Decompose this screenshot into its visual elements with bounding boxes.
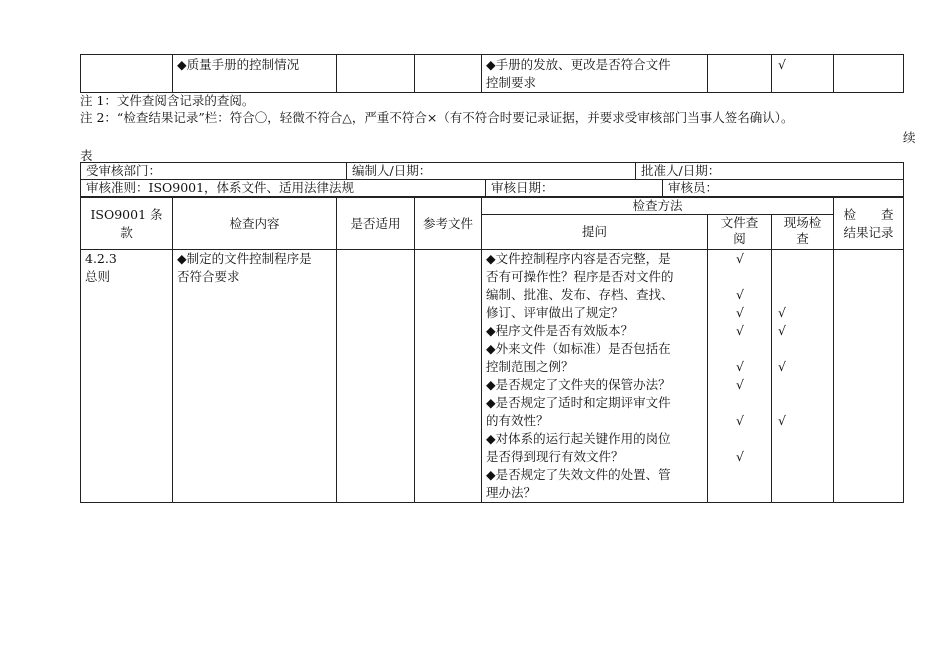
question-line: 修订、评审做出了规定？	[486, 305, 624, 320]
question-line: 控制要求	[486, 75, 537, 90]
reference-cell	[415, 55, 482, 93]
question-line: 是否得到现行有效文件？	[486, 449, 624, 464]
applicable-header: 是否适用	[337, 198, 415, 250]
question-line: 理办法？	[486, 485, 537, 500]
continued-label-2: 表	[80, 148, 93, 163]
content-line: 否符合要求	[177, 269, 240, 284]
reference-cell	[415, 250, 482, 503]
question-cell	[482, 250, 708, 503]
field-check-cell	[772, 250, 834, 503]
check-mark	[778, 466, 829, 484]
field-check-header-line: 现场检	[783, 215, 822, 230]
criteria-field: 审核准则：ISO9001，体系文件、适用法律法规	[81, 180, 486, 197]
check-mark: √	[736, 305, 744, 320]
doc-review-header	[708, 215, 772, 250]
check-mark: √	[778, 305, 786, 320]
check-mark	[736, 466, 767, 484]
check-mark: √	[736, 359, 744, 374]
dept-field: 受审核部门：	[81, 163, 347, 180]
question-line: ◆文件控制程序内容是否完整，是	[486, 251, 671, 266]
doc-review-header-line: 阅	[733, 231, 746, 246]
content-header: 检查内容	[173, 198, 337, 250]
note-2: 注 2：“检查结果记录”栏：符合〇，轻微不符合△，严重不符合×（有不符合时要记录证据，并要求受审核部门当事人签名确认）。	[80, 110, 794, 125]
check-mark	[736, 484, 767, 502]
clause-cell	[81, 250, 173, 503]
approver-field: 批准人/日期：	[636, 163, 904, 180]
applicable-cell	[337, 55, 415, 93]
field-check-header-line: 查	[796, 231, 809, 246]
table-row	[81, 55, 904, 93]
note-1: 注 1：文件查阅含记录的查阅。	[80, 93, 255, 108]
editor-field: 编制人/日期：	[347, 163, 636, 180]
check-mark	[778, 250, 829, 268]
check-mark	[736, 394, 767, 412]
check-mark: √	[736, 251, 744, 266]
result-cell	[834, 250, 904, 503]
question-line: ◆手册的发放、更改是否符合文件	[486, 57, 671, 72]
header-table	[80, 162, 904, 197]
question-line: 否有可操作性？程序是否对文件的	[486, 269, 674, 284]
question-line: ◆是否规定了文件夹的保管办法？	[486, 377, 671, 392]
result-header-line: 结果记录	[843, 224, 894, 240]
continued-label-1: 续	[903, 130, 916, 145]
check-mark: √	[736, 287, 744, 302]
applicable-cell	[337, 250, 415, 503]
clause-header: ISO9001 条款	[81, 198, 173, 250]
doc-review-header-line: 文件查	[720, 215, 759, 230]
check-mark	[778, 340, 829, 358]
auditor-field: 审核员：	[663, 180, 904, 197]
question-line: 的有效性？	[486, 413, 549, 428]
reference-header: 参考文件	[415, 198, 482, 250]
content-cell	[173, 250, 337, 503]
check-mark	[778, 394, 829, 412]
doc-review-cell	[708, 250, 772, 503]
method-header: 检查方法	[482, 198, 834, 215]
check-mark	[778, 484, 829, 502]
content-cell	[173, 55, 337, 93]
check-mark	[778, 448, 829, 466]
question-line: 控制范围之例？	[486, 359, 574, 374]
question-cell	[482, 55, 708, 93]
table-row	[81, 250, 904, 503]
check-mark: √	[778, 323, 786, 338]
check-mark: √	[736, 413, 744, 428]
content-line: ◆制定的文件控制程序是	[177, 251, 312, 266]
check-mark	[778, 286, 829, 304]
main-table	[80, 197, 904, 503]
question-line: ◆外来文件（如标准）是否包括在	[486, 341, 671, 356]
check-mark	[778, 430, 829, 448]
clause-number: 4.2.3	[85, 251, 117, 266]
doc-review-cell	[708, 55, 772, 93]
header-row-2	[81, 180, 904, 197]
content-text: ◆质量手册的控制情况	[177, 57, 300, 72]
clause-cell	[81, 55, 173, 93]
header-row-1	[81, 163, 904, 180]
question-line: ◆是否规定了适时和定期评审文件	[486, 395, 671, 410]
check-mark: √	[736, 323, 744, 338]
check-mark	[778, 376, 829, 394]
result-cell	[834, 55, 904, 93]
clause-title: 总则	[85, 269, 111, 284]
check-mark: √	[778, 57, 786, 72]
check-mark: √	[778, 413, 786, 428]
check-mark	[736, 268, 767, 286]
question-header: 提问	[482, 215, 708, 250]
field-check-header	[772, 215, 834, 250]
field-check-cell	[772, 55, 834, 93]
question-line: 编制、批准、发布、存档、查找、	[486, 287, 674, 302]
result-header-line: 检 查	[843, 206, 894, 222]
check-mark	[736, 340, 767, 358]
check-mark: √	[736, 377, 744, 392]
column-header-row	[81, 198, 904, 215]
check-mark: √	[736, 449, 744, 464]
check-mark	[778, 268, 829, 286]
audit-date-field: 审核日期：	[486, 180, 663, 197]
question-line: ◆程序文件是否有效版本？	[486, 323, 634, 338]
question-line: ◆是否规定了失效文件的处置、管	[486, 467, 671, 482]
top-table	[80, 54, 904, 93]
check-mark	[736, 430, 767, 448]
check-mark: √	[778, 359, 786, 374]
result-header	[834, 198, 904, 250]
question-line: ◆对体系的运行起关键作用的岗位	[486, 431, 671, 446]
